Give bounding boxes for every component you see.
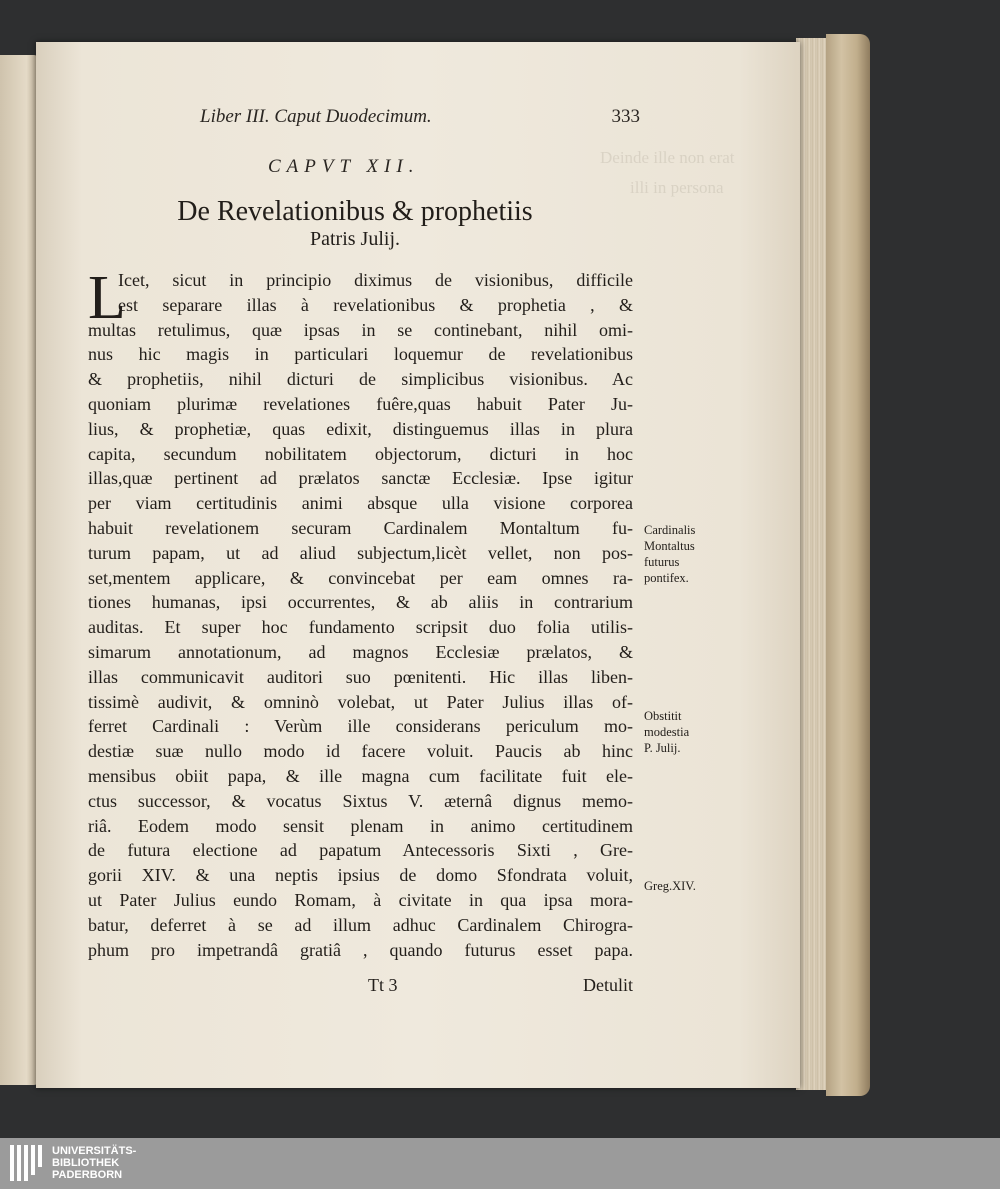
- catchword: Detulit: [583, 975, 633, 995]
- chapter-title: De Revelationibus & prophetiis: [177, 196, 533, 227]
- margin-note-line: P. Julij.: [644, 741, 681, 755]
- page-block-edges: [796, 38, 830, 1090]
- text-line: est separare illas à revelationibus & prophetia , &: [118, 294, 633, 315]
- text-line: ferret Cardinali : Verùm ille considerans periculum mo-: [88, 716, 633, 737]
- text-line: set,mentem applicare, & convincebat per eam omnes ra-: [88, 567, 633, 588]
- library-name-line: PADERBORN: [52, 1169, 123, 1181]
- book-cover-edge: [826, 34, 870, 1096]
- text-line: illas,quæ pertinent ad prælatos sanctæ Ecclesiæ. Ipse igitur: [88, 468, 633, 489]
- margin-note-line: pontifex.: [644, 571, 689, 585]
- page-header: [200, 102, 640, 132]
- page-footer: [88, 975, 633, 1003]
- margin-note-line: Obstitit: [644, 709, 682, 723]
- text-line: gorii XIV. & una neptis ipsius de domo Sfondrata voluit,: [88, 865, 633, 886]
- library-name-line: BIBLIOTHEK: [52, 1157, 120, 1169]
- text-line: simarum annotationum, ad magnos Ecclesiæ prælatos, &: [88, 641, 633, 662]
- text-line: multas retulimus, quæ ipsas in se continebant, nihil omi-: [88, 319, 633, 340]
- text-line: capita, secundum nobilitatem objectorum, dicturi in hoc: [88, 443, 633, 464]
- text-line: & prophetiis, nihil dicturi de simplicibus visionibus. Ac: [88, 369, 633, 390]
- margin-note-line: Greg.XIV.: [644, 879, 696, 893]
- text-line: Icet, sicut in principio diximus de visionibus, difficile: [118, 270, 633, 290]
- text-line: illas communicavit auditori suo pœnitenti. Hic illas liben-: [88, 666, 633, 687]
- text-line: riâ. Eodem modo sensit plenam in animo certitudinem: [88, 815, 633, 836]
- text-line: de futura electione ad papatum Antecessoris Sixti , Gre-: [88, 840, 633, 861]
- library-name-line: UNIVERSITÄTS-: [52, 1145, 137, 1157]
- text-line: mensibus obiit papa, & ille magna cum facilitate fuit ele-: [88, 765, 633, 786]
- library-logo-icon: [8, 1141, 44, 1185]
- drop-cap: L: [88, 264, 126, 332]
- show-through-text: illi in persona: [630, 178, 724, 197]
- text-line: tiones humanas, ipsi occurrentes, & ab aliis in contrarium: [88, 592, 633, 613]
- text-line: ctus successor, & vocatus Sixtus V. æternâ dignus memo-: [88, 790, 633, 811]
- text-line: lius, & prophetiæ, quas edixit, distinguemus illas in plura: [88, 418, 633, 439]
- text-line: nus hic magis in particulari loquemur de revelationibus: [88, 344, 633, 365]
- library-name: [52, 1145, 136, 1181]
- chapter-subtitle: Patris Julij.: [309, 228, 400, 250]
- signature-mark: Tt 3: [368, 975, 398, 995]
- margin-note-obstitit: [644, 708, 754, 756]
- margin-note-greg: [644, 878, 754, 894]
- text-line: auditas. Et super hoc fundamento scripsit duo folia utilis-: [88, 617, 633, 638]
- chapter-heading: CAPVT XII.: [268, 156, 420, 177]
- show-through-text: Deinde ille non erat: [600, 148, 735, 167]
- text-line: turum papam, ut ad aliud subjectum,licèt vellet, non pos-: [88, 542, 633, 563]
- text-line: quoniam plurimæ revelationes fuêre,quas habuit Pater Ju-: [88, 393, 633, 414]
- text-line: ut Pater Julius eundo Romam, à civitate in qua ipsa mora-: [88, 889, 633, 910]
- library-footer-bar: [0, 1138, 1000, 1189]
- text-line: habuit revelationem securam Cardinalem Montaltum fu-: [88, 517, 633, 538]
- margin-note-line: modestia: [644, 725, 690, 739]
- previous-page-edge: [0, 55, 38, 1085]
- text-line: destiæ suæ nullo modo id facere voluit. Paucis ab hinc: [88, 741, 633, 762]
- body-text: [88, 264, 633, 962]
- text-line: phum pro impetrandâ gratiâ , quando futurus esset papa.: [88, 939, 633, 960]
- running-head: Liber III. Caput Duodecimum.: [200, 106, 432, 127]
- page-number: 333: [611, 106, 640, 127]
- margin-note-line: futurus: [644, 555, 680, 569]
- margin-note-line: Cardinalis: [644, 523, 696, 537]
- text-line: per viam certitudinis animi absque ulla visione corporea: [88, 493, 633, 514]
- margin-note-line: Montaltus: [644, 539, 695, 553]
- text-line: batur, deferret à se ad illum adhuc Cardinalem Chirogra-: [88, 914, 633, 935]
- text-line: tissimè audivit, & omninò volebat, ut Pater Julius illas of-: [88, 691, 633, 712]
- margin-note-cardinalis: [644, 522, 754, 586]
